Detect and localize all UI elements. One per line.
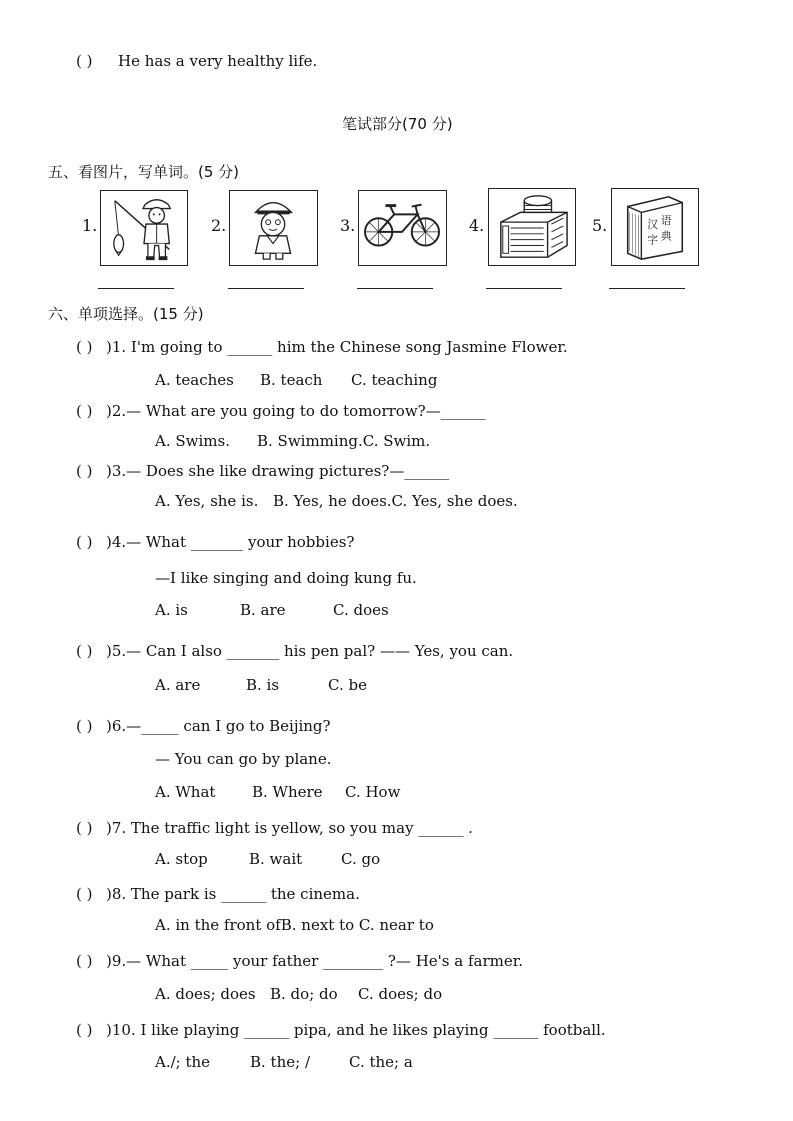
answer-paren[interactable]: ( ): [76, 533, 93, 551]
dictionary-icon: [612, 189, 698, 265]
bicycle-icon: [359, 191, 446, 265]
option: A. teaches: [155, 371, 234, 389]
answer-paren[interactable]: ( ): [76, 642, 93, 660]
question-stem: )3.— Does she like drawing pictures?—______: [106, 462, 450, 480]
option: A. What: [155, 783, 216, 801]
picture-frame: [229, 190, 318, 266]
picture-number: 1.: [82, 216, 98, 235]
answer-blank[interactable]: [486, 288, 562, 289]
question-stem: )5.— Can I also _______ his pen pal? —— Yes, you can.: [106, 642, 514, 660]
option: A. stop: [155, 850, 208, 868]
picture-frame: [100, 190, 188, 266]
option: C. does; do: [358, 985, 443, 1003]
question-stem: )1. I'm going to ______ him the Chinese song Jasmine Flower.: [106, 338, 568, 356]
question-dialogue: — You can go by plane.: [155, 750, 332, 768]
answer-paren[interactable]: ( ): [76, 885, 93, 903]
option: B. wait: [249, 850, 303, 868]
option: A. in the front ofB. next to C. near to: [155, 916, 434, 934]
answer-paren[interactable]: ( ): [76, 402, 93, 420]
answer-paren[interactable]: ( ): [76, 1021, 93, 1039]
answer-blank[interactable]: [98, 288, 174, 289]
answer-paren[interactable]: ( ): [76, 462, 93, 480]
svg-text:字: 字: [647, 233, 658, 247]
option: A. does; does: [155, 985, 256, 1003]
picture-number: 4.: [469, 216, 485, 235]
option: A./; the: [155, 1053, 211, 1071]
grandma-icon: [230, 191, 317, 265]
option: B. the; /: [250, 1053, 310, 1071]
answer-blank[interactable]: [228, 288, 304, 289]
option: A. Swims.: [155, 432, 230, 450]
option: C. go: [341, 850, 381, 868]
answer-paren[interactable]: ( ): [76, 952, 93, 970]
section6-heading: 六、单项选择。(15 分): [48, 305, 204, 323]
answer-paren[interactable]: ( ): [76, 717, 93, 735]
svg-text:汉: 汉: [647, 217, 658, 231]
picture-number: 3.: [340, 216, 356, 235]
svg-text:语: 语: [660, 214, 672, 228]
listening-item-text: He has a very healthy life.: [118, 52, 318, 70]
answer-blank[interactable]: [609, 288, 685, 289]
option: B. Yes, he does.C. Yes, she does.: [273, 492, 518, 510]
question-stem: )2.— What are you going to do tomorrow?—______: [106, 402, 486, 420]
svg-text:典: 典: [660, 229, 672, 243]
answer-paren[interactable]: ( ): [76, 338, 93, 356]
question-dialogue: —I like singing and doing kung fu.: [155, 569, 417, 587]
picture-number: 5.: [592, 216, 608, 235]
option: B. Swimming.C. Swim.: [257, 432, 431, 450]
picture-number: 2.: [211, 216, 227, 235]
option: B. is: [246, 676, 280, 694]
option: A. Yes, she is.: [155, 492, 259, 510]
option: C. the; a: [349, 1053, 413, 1071]
option: B. are: [240, 601, 286, 619]
option: C. be: [328, 676, 367, 694]
section5-heading: 五、看图片，写单词。(5 分): [48, 163, 240, 181]
question-stem: )10. I like playing ______ pipa, and he likes playing ______ football.: [106, 1021, 606, 1039]
option: B. do; do: [270, 985, 338, 1003]
question-stem: )9.— What _____ your father ________ ?— He's a farmer.: [106, 952, 524, 970]
option: C. How: [345, 783, 401, 801]
picture-frame: [358, 190, 447, 266]
option: C. teaching: [351, 371, 438, 389]
answer-paren[interactable]: ( ): [76, 819, 93, 837]
fishing-person-icon: [101, 191, 187, 265]
question-stem: )6.—_____ can I go to Beijing?: [106, 717, 331, 735]
picture-frame: [488, 188, 576, 266]
answer-blank[interactable]: [357, 288, 433, 289]
option: B. teach: [260, 371, 323, 389]
question-stem: )8. The park is ______ the cinema.: [106, 885, 360, 903]
option: B. Where: [252, 783, 323, 801]
question-stem: )7. The traffic light is yellow, so you may ______ .: [106, 819, 473, 837]
option: A. is: [155, 601, 188, 619]
picture-frame: [611, 188, 699, 266]
answer-paren[interactable]: ( ): [76, 52, 93, 70]
option: C. does: [333, 601, 389, 619]
building-icon: [489, 189, 575, 265]
option: A. are: [155, 676, 201, 694]
written-part-title: 笔试部分(70 分): [342, 115, 453, 133]
question-stem: )4.— What _______ your hobbies?: [106, 533, 355, 551]
